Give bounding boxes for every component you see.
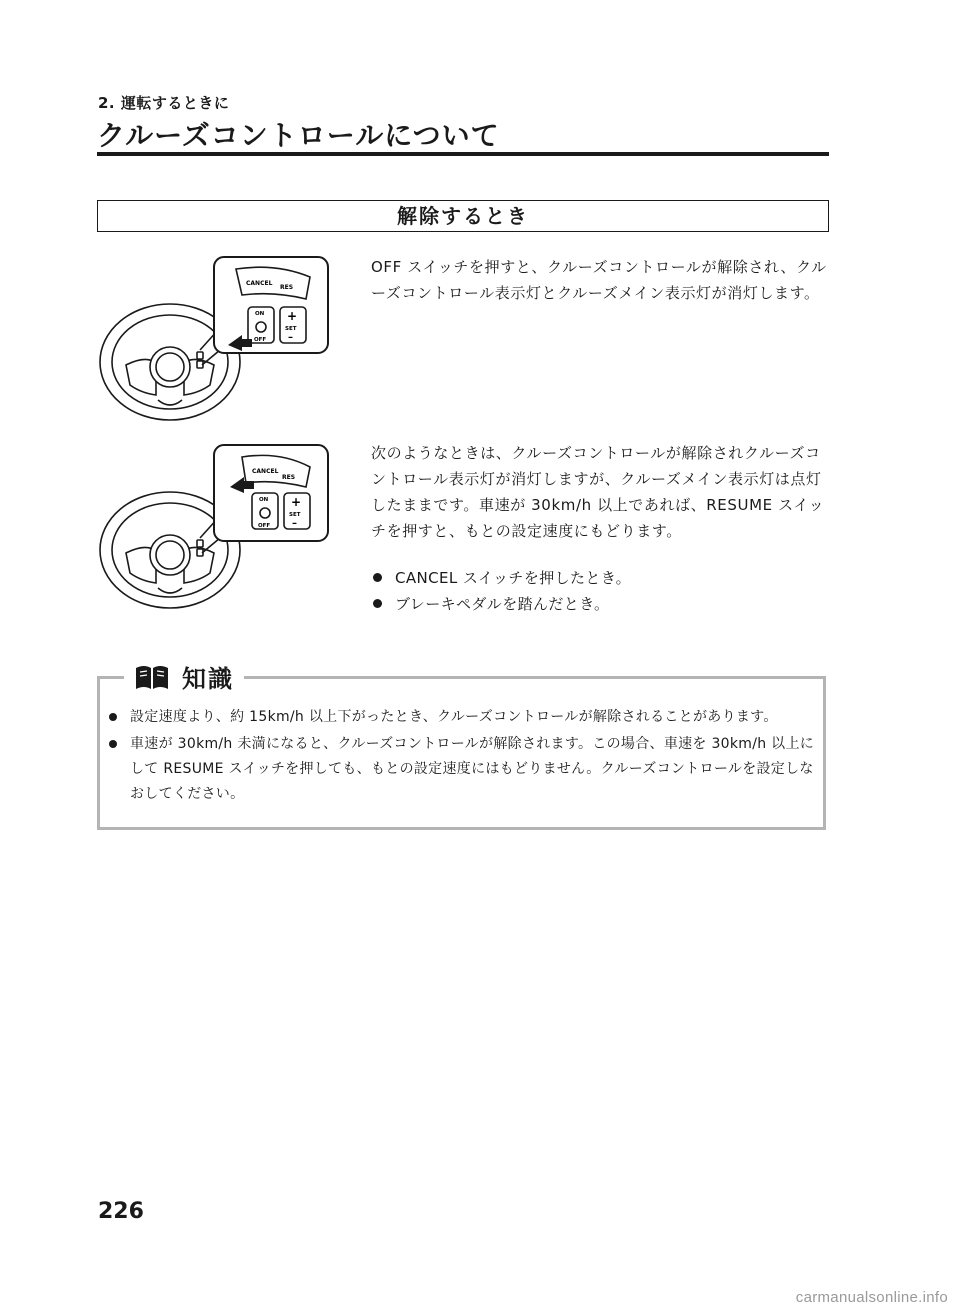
cancel-conditions-paragraph: 次のようなときは、クルーズコントロールが解除されクルーズコントロール表示灯が消灯しますが、クルーズメイン表示灯は点灯したままです。車速が 30km/h 以上であれば、RESUME スイッチを押すと、もとの設定速度にもどります。 xyxy=(371,444,825,540)
section-title: 解除するとき xyxy=(97,200,829,232)
off-switch-paragraph: OFF スイッチを押すと、クルーズコントロールが解除され、クルーズコントロール表示灯とクルーズメイン表示灯が消灯します。 xyxy=(371,258,827,302)
set-label: SET xyxy=(289,512,301,518)
list-item: 車速が 30km/h 未満になると、クルーズコントロールが解除されます。この場合、車速を 30km/h 以上にして RESUME スイッチを押しても、もとの設定速度にはもどりません。クルーズコントロールを設定しなおしてください。 xyxy=(106,732,822,807)
res-label: RES xyxy=(282,474,296,481)
note-list xyxy=(106,705,822,809)
on-label: ON xyxy=(255,311,265,317)
page-title: クルーズコントロールについて xyxy=(97,119,500,152)
minus-label: – xyxy=(288,332,293,343)
watermark: carmanualsonline.info xyxy=(795,1289,948,1306)
list-item: ブレーキペダルを踏んだとき。 xyxy=(371,591,831,617)
set-label: SET xyxy=(285,326,297,332)
title-rule xyxy=(97,152,829,156)
steering-wheel-cancel-figure xyxy=(96,443,332,613)
off-label: OFF xyxy=(254,337,267,343)
on-label: ON xyxy=(259,497,269,503)
minus-label: – xyxy=(292,518,297,529)
steering-wheel-off-figure xyxy=(96,255,332,425)
list-item: CANCEL スイッチを押したとき。 xyxy=(371,565,831,591)
cancel-conditions-list xyxy=(371,565,831,617)
cancel-label: CANCEL xyxy=(252,468,279,475)
note-label: 知識 xyxy=(182,665,234,693)
list-item: 設定速度より、約 15km/h 以上下がったとき、クルーズコントロールが解除されることがあります。 xyxy=(106,705,822,730)
res-label: RES xyxy=(280,284,294,291)
chapter-heading: 2. 運転するときに xyxy=(98,94,230,112)
plus-label: + xyxy=(287,309,298,323)
book-icon xyxy=(134,663,170,691)
plus-label: + xyxy=(291,495,302,509)
note-header xyxy=(124,659,244,694)
cancel-label: CANCEL xyxy=(246,280,273,287)
off-label: OFF xyxy=(258,523,271,529)
page-number: 226 xyxy=(98,1199,144,1224)
